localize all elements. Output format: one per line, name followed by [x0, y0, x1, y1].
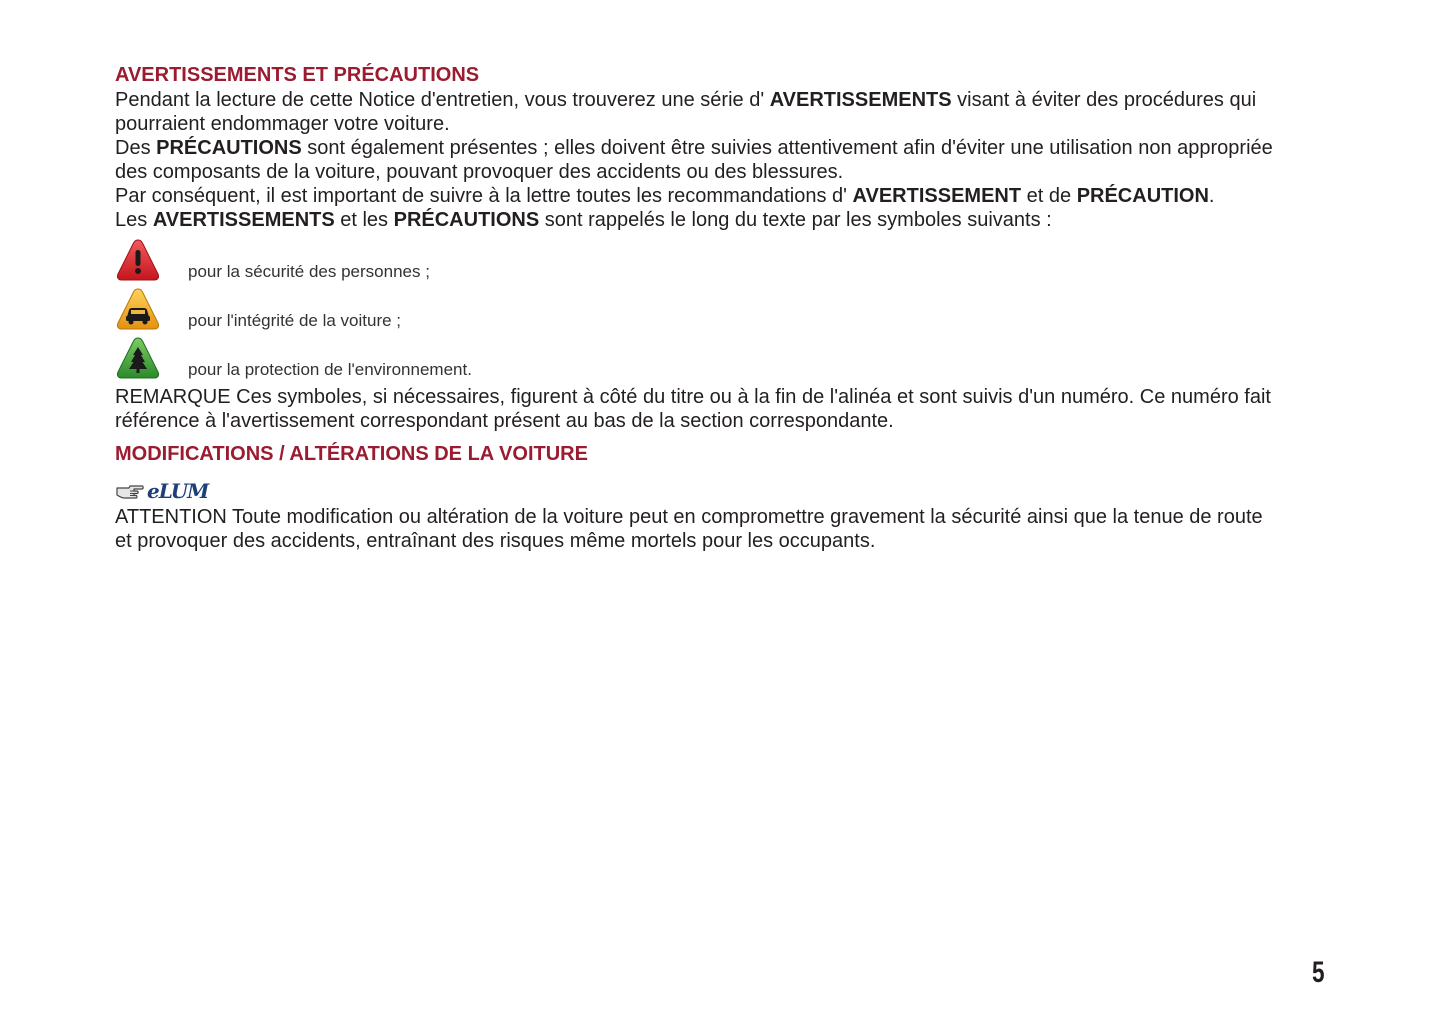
- section-heading-modifications: MODIFICATIONS / ALTÉRATIONS DE LA VOITURE: [115, 443, 588, 465]
- symbol-text-car: pour l'intégrité de la voiture ;: [188, 311, 402, 330]
- paragraph-remark: REMARQUE Ces symboles, si nécessaires, figurent à côté du titre ou à la fin de l'alinéa et sont suivis d'un numéro. Ce numéro fait référence à l'avertissement correspondant présent au bas de la section correspondante.: [115, 386, 1271, 432]
- text-run: sont également présentes ; elles doivent être suivies attentivement afin d'éviter une utilisation non appropriée des composants de la voiture, pouvant provoquer des accidents ou des blessures.: [115, 137, 1273, 183]
- text-run: et les: [334, 209, 394, 231]
- bold-term: PRÉCAUTIONS: [393, 209, 540, 231]
- paragraph-attention: ATTENTION Toute modification ou altération de la voiture peut en compromettre gravement la sécurité ainsi que la tenue de route et provoquer des accidents, entraînant des risques même mortels pour les occupants.: [115, 506, 1263, 552]
- text-run: Pendant la lecture de cette Notice d'entretien, vous trouverez une série d': [115, 89, 770, 111]
- elum-label: eLUM: [147, 479, 209, 503]
- symbol-text-environment: pour la protection de l'environnement.: [188, 360, 472, 379]
- symbol-row-environment: [115, 336, 1275, 385]
- page-content: [115, 62, 1275, 553]
- section-heading-warnings: AVERTISSEMENTS ET PRÉCAUTIONS: [115, 64, 480, 86]
- bold-term: AVERTISSEMENT: [852, 185, 1022, 207]
- warning-car-icon: [115, 287, 161, 333]
- symbol-text-persons: pour la sécurité des personnes ;: [188, 262, 430, 281]
- paragraph-intro: [115, 88, 1275, 136]
- text-run: .: [1208, 185, 1215, 207]
- bold-term: PRÉCAUTION: [1076, 185, 1209, 207]
- bold-term: AVERTISSEMENTS: [769, 89, 952, 111]
- bold-term: AVERTISSEMENTS: [152, 209, 335, 231]
- text-run: Des: [115, 137, 157, 159]
- paragraph-precautions: [115, 136, 1275, 184]
- bold-term: PRÉCAUTIONS: [156, 137, 302, 159]
- text-run: sont rappelés le long du texte par les symboles suivants :: [539, 209, 1052, 231]
- pointing-hand-icon: [115, 481, 145, 501]
- paragraph-symbols-intro: [115, 208, 1275, 232]
- elum-logo: [115, 477, 1275, 505]
- text-run: et de: [1021, 185, 1077, 207]
- text-run: visant à éviter des procédures qui pourraient endommager votre voiture.: [115, 89, 1257, 135]
- paragraph-follow: [115, 184, 1275, 208]
- symbol-row-car: [115, 287, 1275, 336]
- text-run: Par conséquent, il est important de suivre à la lettre toutes les recommandations d': [115, 185, 853, 207]
- symbol-row-persons: [115, 238, 1275, 287]
- warning-environment-icon: [115, 336, 161, 382]
- symbol-list: [115, 238, 1275, 385]
- warning-person-icon: [115, 238, 161, 284]
- text-run: Les: [115, 209, 153, 231]
- page-number: 5: [1312, 956, 1325, 989]
